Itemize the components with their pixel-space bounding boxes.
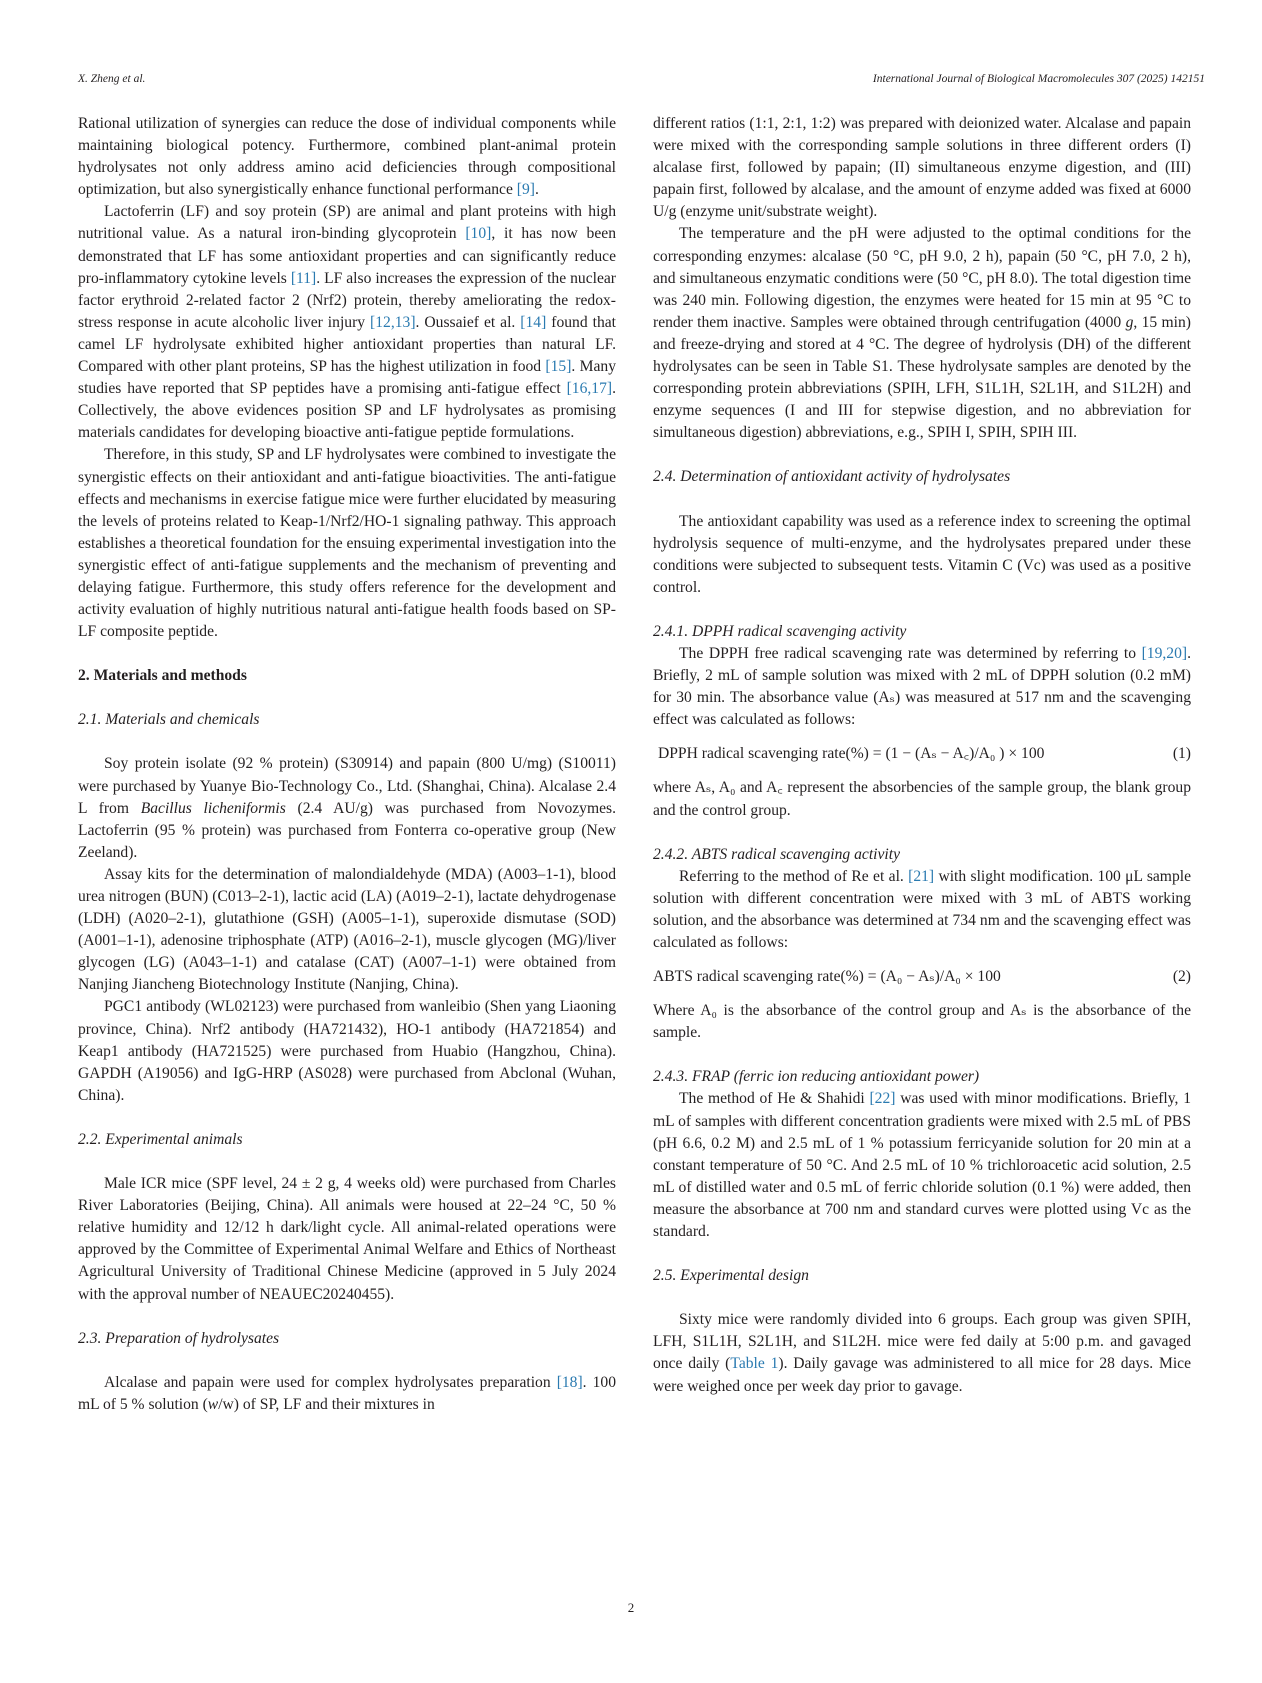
citation-link[interactable]: [21]: [908, 867, 935, 885]
citation-link[interactable]: [18]: [556, 1373, 583, 1391]
citation-link[interactable]: [9]: [516, 181, 535, 199]
running-head-journal: International Journal of Biological Macromolecules 307 (2025) 142151: [872, 73, 1205, 85]
citation-link[interactable]: [15]: [545, 358, 572, 376]
running-head-authors: X. Zheng et al.: [78, 73, 146, 85]
page-number: 2: [627, 1600, 635, 1615]
paragraph: different ratios (1:1, 2:1, 1:2) was prepared with deionized water. Alcalase and papain were mixed with the corresponding sample solutions in three different orders (I) alcalase first, followed by papain; (II) simultaneous enzyme digestion, and (III) papain first, followed by alcalase, and the amount of enzyme added was fixed at 6000 U/g (enzyme unit/substrate weight).: [653, 115, 1191, 221]
section-heading: 2. Materials and methods: [78, 667, 247, 685]
paragraph: where Aₛ, A₀ and A꜀ represent the absorbencies of the sample group, the blank group and the control group.: [653, 779, 1191, 819]
paragraph: Sixty mice were randomly divided into 6 groups. Each group was given SPIH, LFH, S1L1H, S2L1H, and S1L2H. mice were fed daily at 5:00 p.m. and gavaged once daily (Table 1). Daily gavage was administered to all mice for 28 days. Mice were weighed once per week day prior to gavage.: [653, 1311, 1192, 1395]
right-column: [653, 113, 1191, 1398]
citation-link[interactable]: [19,20]: [1141, 644, 1188, 662]
paragraph: Lactoferrin (LF) and soy protein (SP) are animal and plant proteins with high nutritional value. As a natural iron-binding glycoprotein [10], it has now been demonstrated that LF has some antioxidant properties and can significantly reduce pro-inflammatory cytokine levels [11]. LF also increases the expression of the nuclear factor erythroid 2-related factor 2 (Nrf2) protein, thereby ameliorating the redox-stress response in acute alcoholic liver injury [12,13]. Oussaief et al. [14] found that camel LF hydrolysate exhibited higher antioxidant properties than natural LF. Compared with other plant proteins, SP has the highest utilization in food [15]. Many studies have reported that SP peptides have a promising anti-fatigue effect [16,17]. Collectively, the above evidences position SP and LF hydrolysates as promising materials candidates for developing bioactive anti-fatigue peptide formulations.: [78, 203, 617, 442]
citation-link[interactable]: [22]: [869, 1090, 896, 1108]
paragraph: Therefore, in this study, SP and LF hydrolysates were combined to investigate the synergistic effects on their antioxidant and anti-fatigue bioactivities. The anti-fatigue effects and mechanisms in exercise fatigue mice were further elucidated by measuring the levels of proteins related to Keap-1/Nrf2/HO-1 signaling pathway. This approach establishes a theoretical foundation for the ensuing experimental investigation into the synergistic effect of anti-fatigue supplements and the mechanism of preventing and delaying fatigue. Furthermore, this study offers reference for the development and activity evaluation of highly nutritious natural anti-fatigue health foods based on SP-LF composite peptide.: [78, 446, 616, 641]
citation-link[interactable]: [11]: [290, 269, 317, 287]
citation-link[interactable]: [10]: [465, 225, 492, 243]
equation-2: [653, 966, 1191, 988]
paragraph: The method of He & Shahidi [22] was used with minor modifications. Briefly, 1 mL of samples with different concentration gradients were mixed with 2.5 mL of PBS (pH 6.6, 0.2 M) and 2.5 mL of 1 % potassium ferricyanide solution for 20 min at a constant temperature of 50 °C. And 2.5 mL of 10 % trichloroacetic acid solution, 2.5 mL of distilled water and 0.5 mL of ferric chloride solution (0.1 %) were added, then measure the absorbance at 700 nm and standard curves were plotted using Vc as the standard.: [653, 1090, 1191, 1241]
paragraph: The DPPH free radical scavenging rate was determined by referring to [19,20]. Briefly, 2 mL of sample solution was mixed with 2 mL of DPPH solution (0.2 mM) for 30 min. The absorbance value (Aₛ) was measured at 517 nm and the scavenging effect was calculated as follows:: [653, 644, 1191, 729]
equation-formula: ABTS radical scavenging rate(%) = (A₀ − Aₛ)/A₀ × 100: [653, 968, 1001, 986]
equation-1: [653, 743, 1191, 765]
subsection-heading: 2.1. Materials and chemicals: [78, 711, 260, 729]
paragraph: Male ICR mice (SPF level, 24 ± 2 g, 4 weeks old) were purchased from Charles River Laboratories (Beijing, China). All animals were housed at 22–24 °C, 50 % relative humidity and 12/12 h dark/light cycle. All animal-related operations were approved by the Committee of Experimental Animal Welfare and Ethics of Northeast Agricultural University of Traditional Chinese Medicine (approved in 5 July 2024 with the approval number of NEAUEC20240455).: [78, 1175, 616, 1303]
subsubsection-heading: 2.4.1. DPPH radical scavenging activity: [653, 622, 907, 640]
equation-number: (1): [1172, 745, 1191, 763]
equation-formula: DPPH radical scavenging rate(%) = (1 − (Aₛ − A꜀)/A₀ ) × 100: [658, 745, 1045, 763]
running-head: [78, 73, 1205, 85]
paragraph: Alcalase and papain were used for complex hydrolysates preparation [18]. 100 mL of 5 % solution (w/w) of SP, LF and their mixtures in: [78, 1373, 616, 1413]
paragraph: The antioxidant capability was used as a reference index to screening the optimal hydrolysis sequence of multi-enzyme, and the hydrolysates prepared under these conditions were subjected to subsequent tests. Vitamin C (Vc) was used as a positive control.: [653, 512, 1191, 596]
paragraph: Referring to the method of Re et al. [21] with slight modification. 100 μL sample solution with different concentration were mixed with 3 mL of ABTS working solution, and the absorbance was determined at 734 nm and the scavenging effect was calculated as follows:: [653, 867, 1191, 951]
citation-link[interactable]: [12,13]: [370, 313, 416, 331]
paragraph: PGC1 antibody (WL02123) were purchased from wanleibio (Shen yang Liaoning province, China). Nrf2 antibody (HA721432), HO-1 antibody (HA721854) and Keap1 antibody (HA721525) were purchased from Huabio (Hangzhou, China). GAPDH (A19056) and IgG-HRP (AS028) were purchased from Abclonal (Wuhan, China).: [78, 998, 616, 1104]
subsubsection-heading: 2.4.2. ABTS radical scavenging activity: [653, 845, 901, 863]
paragraph: Assay kits for the determination of malondialdehyde (MDA) (A003–1-1), blood urea nitrogen (BUN) (C013–2-1), lactic acid (LA) (A019–2-1), lactate dehydrogenase (LDH) (A020–2-1), glutathione (GSH) (A005–1-1), superoxide dismutase (SOD) (A001–1-1), adenosine triphosphate (ATP) (A016–2-1), muscle glycogen (MG)/liver glycogen (LG) (A043–1-1) and catalase (CAT) (A007–1-1) were obtained from Nanjing Jiancheng Biotechnology Institute (Nanjing, China).: [78, 865, 616, 994]
citation-link[interactable]: [16,17]: [566, 380, 613, 398]
paragraph: The temperature and the pH were adjusted to the optimal conditions for the corresponding enzymes: alcalase (50 °C, pH 9.0, 2 h), papain (50 °C, pH 7.0, 2 h), and simultaneous enzymatic conditions were (50 °C, pH 8.0). The total digestion time was 240 min. Following digestion, the enzymes were heated for 15 min at 95 °C to render them inactive. Samples were obtained through centrifugation (4000 g, 15 min) and freeze-drying and stored at 4 °C. The degree of hydrolysis (DH) of the different hydrolysates can be seen in Table S1. These hydrolysate samples are denoted by the corresponding protein abbreviations (SPIH, LFH, S1L1H, S2L1H, and S1L2H) and enzyme sequences (I and III for stepwise digestion, and no abbreviation for simultaneous digestion) abbreviations, e.g., SPIH I, SPIH, SPIH III.: [653, 225, 1191, 442]
subsubsection-heading: 2.4.3. FRAP (ferric ion reducing antioxidant power): [653, 1068, 980, 1086]
subsection-heading: 2.3. Preparation of hydrolysates: [78, 1329, 280, 1347]
subsection-heading: 2.2. Experimental animals: [78, 1130, 243, 1148]
equation-number: (2): [1172, 968, 1191, 986]
left-column: [78, 113, 616, 1416]
paragraph: Rational utilization of synergies can reduce the dose of individual components while maintaining biological potency. Furthermore, combined plant-animal protein hydrolysates not only address amino acid deficiencies through compositional optimization, but also synergistically enhance functional performance [9].: [78, 115, 616, 199]
subsection-heading: 2.4. Determination of antioxidant activity of hydrolysates: [653, 468, 1011, 486]
paragraph: Soy protein isolate (92 % protein) (S30914) and papain (800 U/mg) (S10011) were purchased by Yuanye Bio-Technology Co., Ltd. (Shanghai, China). Alcalase 2.4 L from Bacillus licheniformis (2.4 AU/g) was purchased from Novozymes. Lactoferrin (95 % protein) was purchased from Fonterra co-operative group (New Zeeland).: [78, 755, 616, 861]
subsection-heading: 2.5. Experimental design: [653, 1267, 809, 1285]
paragraph: Where A₀ is the absorbance of the control group and Aₛ is the absorbance of the sample.: [653, 1002, 1191, 1042]
table-link[interactable]: Table 1: [730, 1355, 779, 1373]
citation-link[interactable]: [14]: [520, 313, 547, 331]
